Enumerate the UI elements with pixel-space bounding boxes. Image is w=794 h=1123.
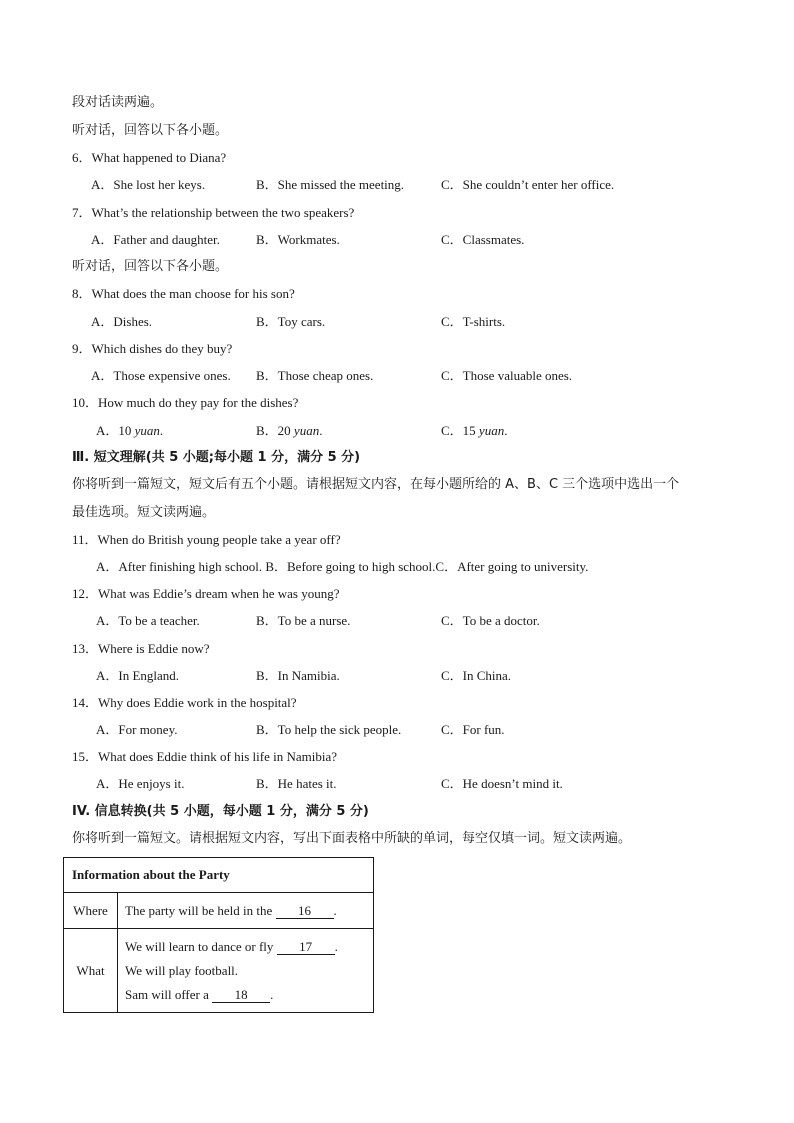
what-line-3 [125,983,373,1007]
question-15: 15．What does Eddie think of his life in Namibia? [72,749,337,764]
option-10b[interactable] [256,423,322,439]
option-12c[interactable]: C．To be a doctor. [441,613,540,628]
options-11[interactable]: A．After finishing high school. B．Before going to high school.C．After going to university. [96,559,589,574]
period: . [334,938,338,954]
period: . [319,423,323,438]
row-text: The party will be held in the [125,902,276,918]
option-13b[interactable]: B．In Namibia. [256,668,340,683]
blank-16[interactable]: 16 [276,904,334,919]
option-9c[interactable]: C．Those valuable ones. [441,368,573,383]
blank-18[interactable]: 18 [212,988,270,1003]
option-8a[interactable]: A．Dishes. [91,314,153,329]
question-7: 7．What’s the relationship between the two speakers? [72,205,355,220]
option-9a[interactable]: A．Those expensive ones. [91,368,231,383]
section-3-instruction: 你将听到一篇短文，短文后有五个小题。请根据短文内容，在每小题所给的 A、B、C 三个选项中选出一个 [72,477,680,492]
option-10c[interactable] [441,423,507,439]
option-9b[interactable]: B．Those cheap ones. [256,368,374,383]
question-11: 11．When do British young people take a year off? [72,532,341,547]
option-text: B．20 [256,423,294,438]
unit-yuan: yuan [478,423,505,438]
row-text: We will learn to dance or fly [125,938,277,954]
row-content-what [118,929,374,1013]
table-header: Information about the Party [64,858,374,893]
row-text: Sam will offer a [125,986,213,1002]
section-4-instruction: 你将听到一篇短文。请根据短文内容，写出下面表格中所缺的单词，每空仅填一词。短文读两遍。 [72,831,632,846]
option-7a[interactable]: A．Father and daughter. [91,232,220,247]
row-content-where [118,893,374,929]
period: . [270,986,274,1002]
period: . [159,423,164,438]
question-14: 14．Why does Eddie work in the hospital? [72,695,297,710]
option-15a[interactable]: A．He enjoys it. [96,776,185,791]
question-9: 9．Which dishes do they buy? [72,341,233,356]
option-15b[interactable]: B．He hates it. [256,776,337,791]
period: . [333,902,337,918]
question-10: 10．How much do they pay for the dishes? [72,395,299,410]
unit-yuan: yuan [134,423,160,438]
section-4-heading: IV. 信息转换(共 5 小题，每小题 1 分，满分 5 分) [72,804,369,819]
question-12: 12．What was Eddie’s dream when he was young? [72,586,340,601]
instruction-text: 听对话，回答以下各小题。 [72,123,229,138]
instruction-text: 听对话，回答以下各小题。 [72,259,229,274]
question-13: 13．Where is Eddie now? [72,641,210,656]
option-14c[interactable]: C．For fun. [441,722,505,737]
option-text: A．10 [96,423,135,438]
option-text: C．15 [441,423,479,438]
option-10a[interactable] [96,423,163,439]
option-6b[interactable]: B．She missed the meeting. [256,177,405,192]
option-12b[interactable]: B．To be a nurse. [256,613,351,628]
what-line-1 [125,935,373,959]
option-13a[interactable]: A．In England. [96,668,180,683]
section-3-instruction-cont: 最佳选项。短文读两遍。 [72,505,216,520]
row-label-what: What [64,929,118,1013]
option-14b[interactable]: B．To help the sick people. [256,722,402,737]
option-14a[interactable]: A．For money. [96,722,178,737]
section-3-heading: Ⅲ. 短文理解(共 5 小题;每小题 1 分，满分 5 分) [72,450,361,465]
option-12a[interactable]: A．To be a teacher. [96,613,200,628]
question-8: 8．What does the man choose for his son? [72,286,295,301]
option-6a[interactable]: A．She lost her keys. [91,177,206,192]
question-6: 6．What happened to Diana? [72,150,227,165]
option-7c[interactable]: C．Classmates. [441,232,525,247]
period: . [504,423,508,438]
option-6c[interactable]: C．She couldn’t enter her office. [441,177,615,192]
what-line-2: We will play football. [125,962,239,978]
option-8b[interactable]: B．Toy cars. [256,314,326,329]
option-15c[interactable]: C．He doesn’t mind it. [441,776,563,791]
row-label-where: Where [64,893,118,929]
unit-yuan: yuan [293,423,320,438]
option-8c[interactable]: C．T-shirts. [441,314,506,329]
blank-17[interactable]: 17 [277,940,335,955]
option-7b[interactable]: B．Workmates. [256,232,340,247]
information-table [63,857,374,1013]
intro-line: 段对话读两遍。 [72,95,164,110]
option-13c[interactable]: C．In China. [441,668,512,683]
